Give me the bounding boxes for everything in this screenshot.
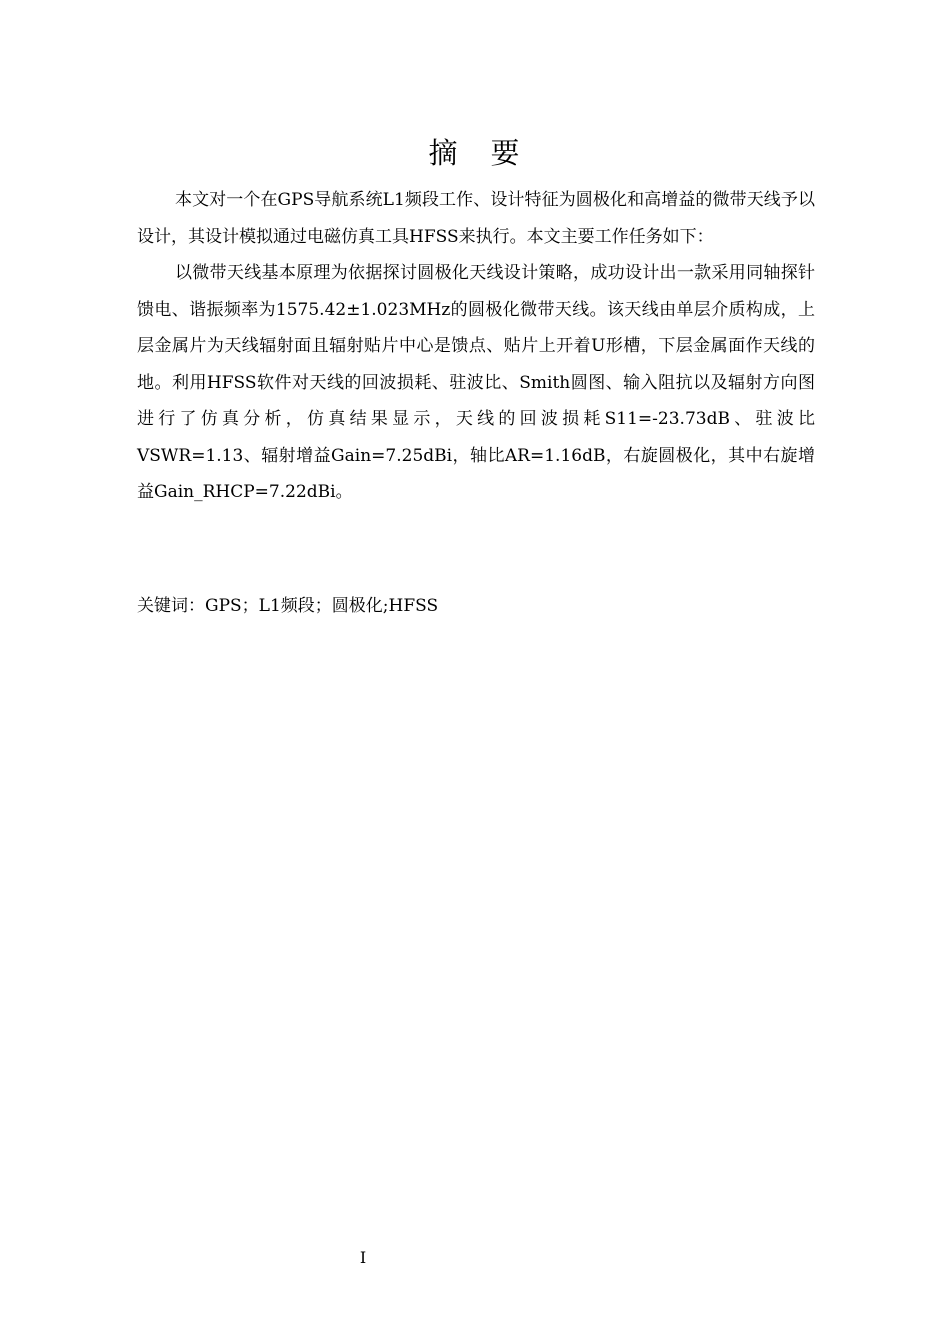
abstract-body (137, 182, 815, 511)
abstract-paragraph-2: 以微带天线基本原理为依据探讨圆极化天线设计策略，成功设计出一款采用同轴探针馈电、谐振频率为1575.42±1.023MHz的圆极化微带天线。该天线由单层介质构成，上层金属片为天线辐射面且辐射贴片中心是馈点、贴片上开着U形槽，下层金属面作天线的地。利用HFSS软件对天线的回波损耗、驻波比、Smith圆图、输入阻抗以及辐射方向图进行了仿真分析，仿真结果显示，天线的回波损耗S11=-23.73dB、驻波比VSWR=1.13、辐射增益Gain=7.25dBi，轴比AR=1.16dB，右旋圆极化，其中右旋增益Gain_RHCP=7.22dBi。 (137, 263, 815, 502)
keywords-line (137, 588, 438, 624)
abstract-title: 摘 要 (428, 136, 522, 170)
keywords-value: GPS；L1频段；圆极化;HFSS (205, 596, 439, 616)
keywords-label: 关键词： (137, 596, 205, 616)
abstract-paragraph-1: 本文对一个在GPS导航系统L1频段工作、设计特征为圆极化和高增益的微带天线予以设计，其设计模拟通过电磁仿真工具HFSS来执行。本文主要工作任务如下： (137, 190, 815, 247)
page-number: I (359, 1248, 367, 1267)
